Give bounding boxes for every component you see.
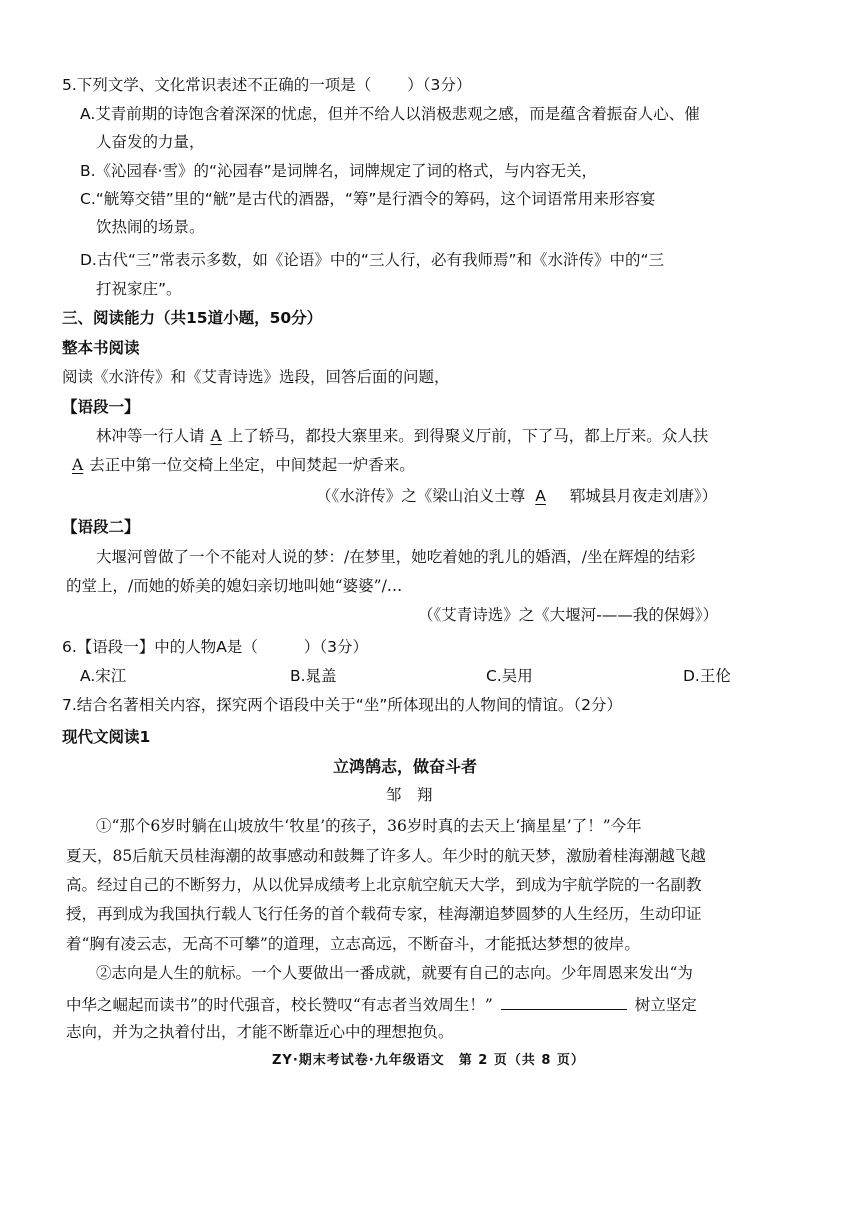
- q5-option-c-line2: 饮热闹的场景。: [96, 218, 205, 236]
- passage1-source-text: 郓城县月夜走刘唐》）: [569, 487, 718, 505]
- q6-option-d: D.王伦: [683, 667, 731, 685]
- passage1-text: 上了轿马，都投大寨里来。到得聚义厅前，下了马，都上厅来。众人扶: [227, 427, 709, 445]
- article-para2-text: 中华之崛起而读书”的时代强音，校长赞叹“有志者当效周生！”: [66, 996, 493, 1014]
- q6-stem-text: 6.【语段一】中的人物A是（: [62, 638, 258, 656]
- q5-option-d-line2: 打祝家庄”。: [96, 280, 182, 298]
- q5-option-c-line1: C.“觥筹交错”里的“觥”是古代的酒器，“筹”是行酒令的筹码，这个词语常用来形容宴: [80, 190, 656, 208]
- passage2-source: （《艾青诗选》之《大堰河-——我的保姆》）: [418, 606, 719, 624]
- section-heading: 三、阅读能力（共15道小题，50分）: [62, 309, 323, 327]
- passage1-source: [316, 486, 717, 506]
- passage1-text: 去正中第一位交椅上坐定，中间焚起一炉香来。: [89, 456, 415, 474]
- q5-stem-text: 5.下列文学、文化常识表述不正确的一项是（: [62, 76, 372, 94]
- article-para1-line3: 高。经过自己的不断努力，从以优异成绩考上北京航空航天大学，到成为宇航学院的一名副教: [66, 876, 702, 894]
- q5-option-a-line2: 人奋发的力量，: [96, 133, 205, 151]
- q6-stem: [62, 637, 368, 657]
- q6-option-b: B.晁盖: [290, 667, 337, 685]
- q6-option-a: A.宋江: [80, 667, 127, 685]
- article-title: 立鸿鹄志，做奋斗者: [333, 757, 478, 776]
- article-para2-line2: [66, 993, 697, 1015]
- article-para1-line1: ①“那个6岁时躺在山坡放牛‘牧星’的孩子，36岁时真的去天上‘摘星星’了！”今年: [96, 817, 642, 835]
- q5-option-b: B.《沁园春·雪》的“沁园春”是词牌名，词牌规定了词的格式，与内容无关，: [80, 162, 598, 180]
- article-para1-line4: 授，再到成为我国执行载人飞行任务的首个载荷专家，桂海潮追梦圆梦的人生经历，生动印证: [66, 905, 702, 923]
- q7-stem: 7.结合名著相关内容，探究两个语段中关于“坐”所体现出的人物间的情谊。（2分）: [62, 696, 622, 714]
- article-para2-line1: ②志向是人生的航标。一个人要做出一番成就，就要有自己的志向。少年周恩来发出“为: [96, 964, 693, 982]
- article-para1-line2: 夏天，85后航天员桂海潮的故事感动和鼓舞了许多人。年少时的航天梦，激励着桂海潮越飞越: [66, 847, 706, 865]
- passage1-source-text: （《水浒传》之《梁山泊义士尊: [316, 487, 526, 505]
- q5-stem: [62, 75, 471, 95]
- article-para1-line5: 着“胸有凌云志，无高不可攀”的道理，立志高远，不断奋斗，才能抵达梦想的彼岸。: [66, 935, 640, 953]
- q5-option-d-line1: D.古代“三”常表示多数，如《论语》中的“三人行，必有我师焉”和《水浒传》中的“三: [80, 251, 665, 269]
- passage2-label: 【语段二】: [62, 518, 140, 536]
- passage1-source-blank-a: A: [535, 487, 546, 505]
- passage2-line2: 的堂上，/而她的娇美的媳妇亲切地叫她“婆婆”/…: [66, 577, 403, 595]
- whole-book-heading: 整本书阅读: [62, 339, 140, 357]
- passage1-blank-a: A: [210, 427, 222, 445]
- reading-instruction: 阅读《水浒传》和《艾青诗选》选段，回答后面的问题，: [62, 368, 450, 386]
- passage1-text: 林冲等一行人请: [96, 427, 205, 445]
- article-author: 邹 翔: [386, 786, 433, 804]
- modern-reading-heading: 现代文阅读1: [62, 728, 151, 746]
- q5-points: ）（3分）: [407, 76, 472, 94]
- q6-option-c: C.吴用: [486, 667, 533, 685]
- article-para2-line3: 志向，并为之执着付出，才能不断靠近心中的理想抱负。: [66, 1023, 454, 1041]
- passage2-line1: 大堰河曾做了一个不能对人说的梦：/在梦里，她吃着她的乳儿的婚酒，/坐在辉煌的结彩: [96, 548, 696, 566]
- article-para2-text: 树立坚定: [634, 996, 697, 1014]
- passage1-line2: [66, 455, 415, 475]
- page-footer: ZY·期末考试卷·九年级语文 第 2 页（共 8 页）: [272, 1053, 585, 1068]
- passage1-label: 【语段一】: [62, 398, 140, 416]
- q6-points: ）（3分）: [303, 638, 369, 656]
- passage1-line1: [96, 426, 708, 446]
- fill-in-blank[interactable]: [501, 993, 627, 1010]
- passage1-blank-a: A: [72, 456, 84, 474]
- q5-option-a-line1: A.艾青前期的诗饱含着深深的忧虑，但并不给人以消极悲观之感，而是蕴含着振奋人心、催: [80, 105, 700, 123]
